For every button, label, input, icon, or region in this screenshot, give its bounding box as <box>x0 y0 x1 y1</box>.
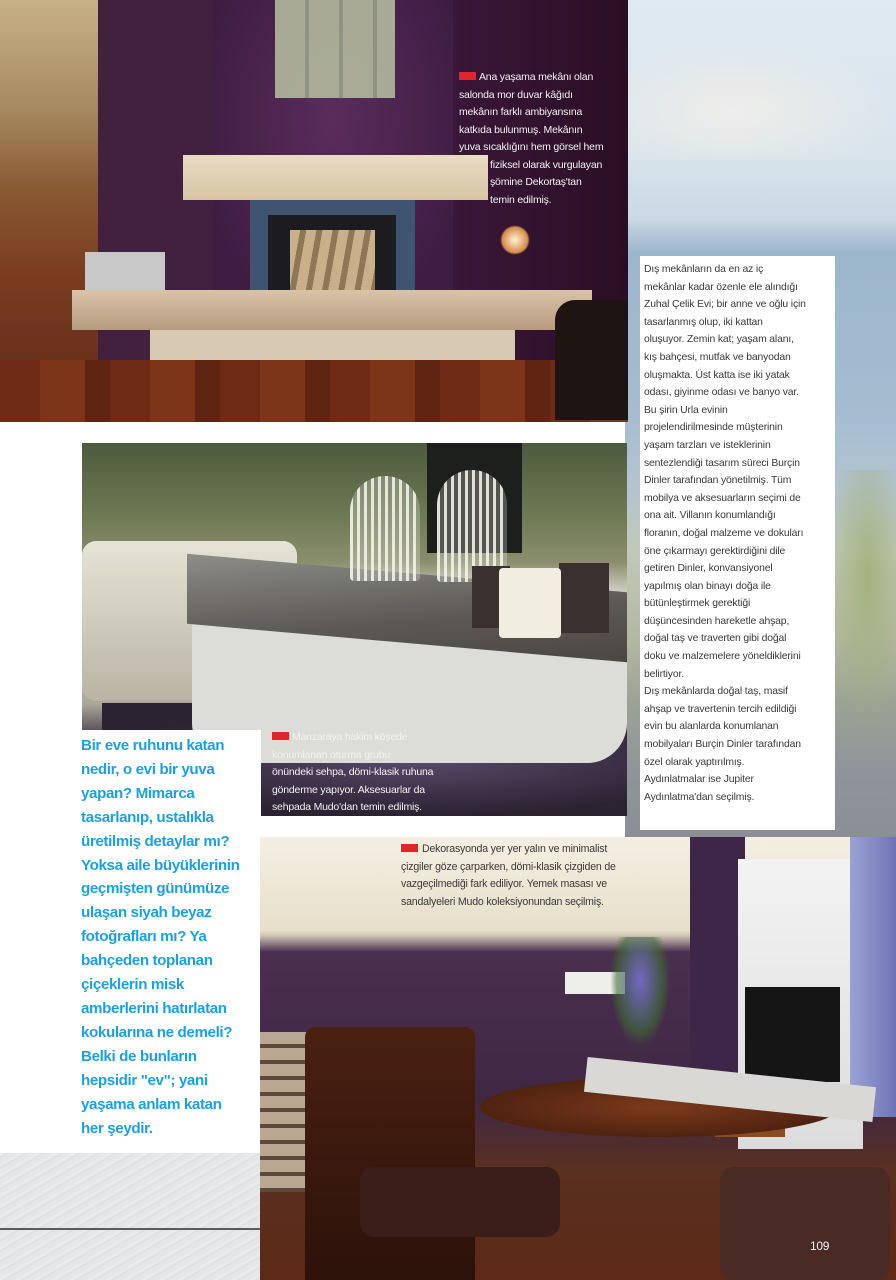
photo-picture-frames <box>275 0 395 98</box>
caption-line: gönderme yapıyor. Aksesuarlar da <box>272 783 425 796</box>
caption-line: temin edilmiş. <box>490 193 552 206</box>
caption-line: yuva sıcaklığını hem görsel hem <box>459 141 604 153</box>
article-line: getiren Dinler, konvansiyonel <box>644 563 773 575</box>
photo-marble-hearth <box>72 290 592 330</box>
photo-table-lamp <box>500 225 530 255</box>
article-line: odası, giyinme odası ve banyo var. <box>644 387 799 399</box>
photo-firewood-logs <box>290 230 375 290</box>
article-line: ahşap ve travertenin tercih edildiği <box>644 703 797 715</box>
article-line: mobilya ve aksesuarların seçimi de <box>644 492 801 504</box>
quote-line: geçmişten günümüze <box>81 880 230 898</box>
photo-purple-pillar <box>690 837 745 1077</box>
article-line: mekânlar kadar özenle ele alındığı <box>644 281 798 293</box>
quote-line: ulaşan siyah beyaz <box>81 904 212 922</box>
photo-leather-sofa <box>555 300 628 420</box>
article-line: projelendirilmesinde müşterinin <box>644 422 783 434</box>
quote-line: nedir, o evi bir yuva <box>81 760 215 778</box>
red-marker-icon <box>401 844 418 852</box>
article-line: doku ve malzemelere yöneldiklerini <box>644 651 801 663</box>
quote-line: çiçeklerin misk <box>81 976 184 994</box>
quote-line: amberlerini hatırlatan <box>81 999 227 1017</box>
decorative-texture-panel <box>0 1153 260 1280</box>
article-body <box>644 261 834 806</box>
article-line: öne çıkarmayı gerektirdiğini dile <box>644 545 786 557</box>
quote-line: bahçeden toplanan <box>81 952 213 970</box>
article-line: Zuhal Çelik Evi; bir anne ve oğlu için <box>644 299 806 311</box>
article-line: sentezlendiği tasarım süreci Burçin <box>644 457 800 469</box>
photo-trees-detail <box>825 470 896 730</box>
caption-line: Dekorasyonda yer yer yalın ve minimalist <box>401 841 691 859</box>
article-line: Bu şirin Urla evinin <box>644 404 728 416</box>
photo-staircase <box>0 0 98 422</box>
quote-line: her şeydir. <box>81 1119 153 1137</box>
caption-line: konumlanan oturma grubu <box>272 748 390 761</box>
quote-line: fotoğrafları mı? Ya <box>81 928 207 946</box>
caption-line: Ana yaşama mekânı olan <box>459 69 624 87</box>
pull-quote-box <box>75 730 261 1150</box>
article-line: oluşuyor. Zemin kat; yaşam alanı, <box>644 334 794 346</box>
article-line: oluşmakta. Üst katta ise iki yatak <box>644 369 790 381</box>
quote-line: Bir eve ruhunu katan <box>81 737 225 754</box>
photo-flower-vase <box>610 937 670 1047</box>
caption-line: çizgiler göze çarparken, dömi-klasik çizgiden de <box>401 860 616 873</box>
article-line: Dış mekânların da en az iç <box>644 264 764 275</box>
divider-line <box>0 1228 260 1230</box>
photo-fireplace-mantel <box>183 155 488 200</box>
article-line: özel olarak yaptırılmış. <box>644 756 745 768</box>
caption-line: vazgeçilmediği fark ediliyor. Yemek masası ve <box>401 878 607 891</box>
article-line: evin bu alanlarda konumlanan <box>644 721 779 733</box>
photo-dining-chair <box>305 1027 475 1280</box>
caption-dining-room <box>401 841 691 911</box>
article-line: Dış mekânlarda doğal taş, masif <box>644 686 788 698</box>
article-line: doğal taş ve traverten gibi doğal <box>644 633 787 645</box>
caption-line: mekânın farklı ambiyansına <box>459 106 583 118</box>
caption-line: katkıda bulunmuş. Mekânın <box>459 123 583 136</box>
photo-television <box>745 987 840 1082</box>
red-marker-icon <box>272 732 289 740</box>
article-line: yaşam tarzları ve isteklerinin <box>644 439 771 451</box>
quote-line: kokularına ne demeli? <box>81 1023 233 1041</box>
caption-line: sandalyeleri Mudo koleksiyonundan seçilmiş. <box>401 895 604 908</box>
photo-birdcage-lantern <box>350 476 420 581</box>
quote-line: Yoksa aile büyüklerinin <box>81 856 240 874</box>
article-line: ona ait. Villanın konumlandığı <box>644 510 776 522</box>
photo-white-candle <box>499 568 561 638</box>
caption-line: Manzaraya hakim köşede <box>272 729 477 747</box>
quote-line: Belki de bunların <box>81 1047 197 1065</box>
photo-dark-candle <box>559 563 609 633</box>
article-line: tasarlanmış olup, iki kattan <box>644 316 763 328</box>
article-line: floranın, doğal malzeme ve dokuları <box>644 527 804 539</box>
quote-line: hepsidir "ev"; yani <box>81 1071 208 1089</box>
quote-line: tasarlanıp, ustalıkla <box>81 808 214 826</box>
red-marker-icon <box>459 72 476 80</box>
article-line: düşüncesinden hareketle ahşap, <box>644 615 790 627</box>
caption-line: önündeki sehpa, dömi-klasik ruhuna <box>272 766 434 778</box>
caption-line: fiziksel olarak vurgulayan <box>490 158 603 171</box>
photo-cloud-detail <box>625 40 896 160</box>
photo-chair-seat <box>360 1167 560 1237</box>
caption-line: şömine Dekortaş'tan <box>490 176 582 188</box>
caption-line: sehpada Mudo'dan temin edilmiş. <box>272 801 422 813</box>
photo-wood-floor <box>0 360 628 422</box>
article-line: bütünleştirmek gerektiği <box>644 598 751 610</box>
photo-living-room-fireplace <box>0 0 628 422</box>
quote-line: yapan? Mimarca <box>81 784 195 802</box>
photo-curtain <box>850 837 896 1117</box>
quote-line: üretilmiş detaylar mı? <box>81 832 230 850</box>
article-line: belirtiyor. <box>644 668 684 680</box>
article-text-box <box>640 256 835 830</box>
article-line: mobilyaları Burçin Dinler tarafından <box>644 739 801 751</box>
pull-quote <box>81 734 261 1140</box>
caption-coffee-table <box>272 729 477 817</box>
page-number: 109 <box>810 1239 830 1253</box>
article-line: Aydınlatma'dan seçilmiş. <box>644 791 755 803</box>
article-line: kış bahçesi, mutfak ve banyodan <box>644 351 791 363</box>
caption-line: salonda mor duvar kâğıdı <box>459 88 573 101</box>
caption-fireplace <box>459 69 624 209</box>
article-line: yapılmış olan binayı doğa ile <box>644 580 771 592</box>
photo-dining-chair <box>720 1167 890 1280</box>
quote-line: yaşama anlam katan <box>81 1095 222 1113</box>
article-line: Dinler tarafından yönetilmiş. Tüm <box>644 475 792 487</box>
article-line: Aydınlatmalar ise Jupiter <box>644 774 754 786</box>
